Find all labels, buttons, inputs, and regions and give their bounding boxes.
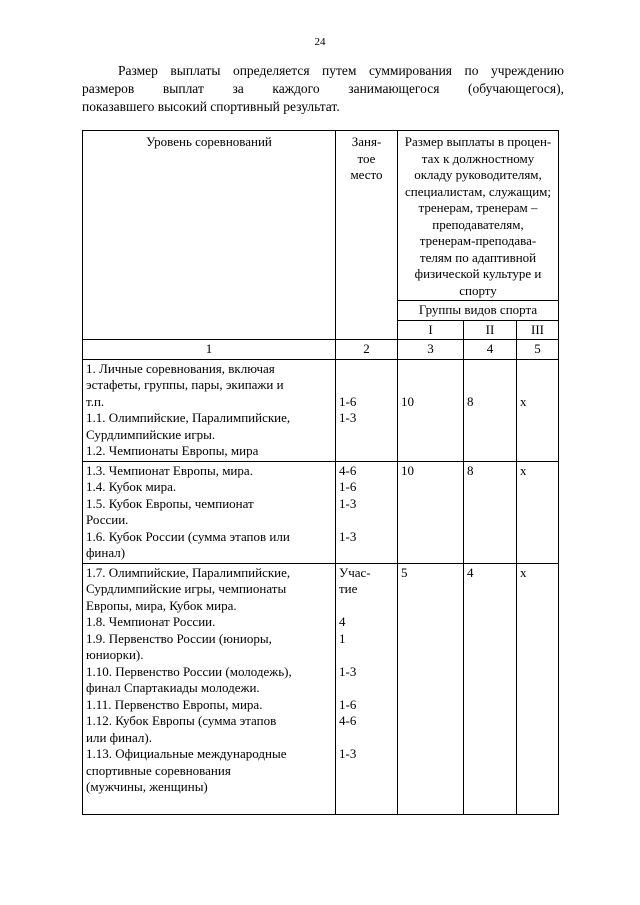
header-group-3: III: [517, 320, 559, 340]
header-group-2: II: [464, 320, 517, 340]
row1-group1: 10: [398, 359, 464, 461]
row1-level: 1. Личные соревнования, включая эстафеты, группы, пары, экипажи и т.п. 1.1. Олимпийские, Паралимпийские, Сурдлимпийские игры. 1.2. Чемпионаты Европы, мира: [83, 359, 336, 461]
table-row: [83, 461, 559, 563]
header-place: Заня- тое место: [336, 131, 398, 340]
row1-place: 1-6 1-3: [336, 359, 398, 461]
column-numbers-row: [83, 340, 559, 360]
intro-line-3: показавшего высокий спортивный результат.: [82, 99, 340, 114]
header-group-1: I: [398, 320, 464, 340]
intro-line-2: размеров выплат за каждого занимающегося (обучающегося),: [82, 81, 564, 96]
header-payment: Размер выплаты в процен- тах к должностному окладу руководителям, специалистам, служащим; тренерам, тренерам – преподавателям, тренерам-преподава- телям по адаптивной физической культуре и спорту: [398, 131, 559, 301]
page-number: 24: [314, 36, 326, 48]
intro-line-1: Размер выплаты определяется путем суммирования по учреждению: [118, 63, 564, 78]
row3-group1: 5: [398, 563, 464, 814]
row1-group3: x: [517, 359, 559, 461]
header-level: Уровень соревнований: [83, 131, 336, 340]
row3-group3: x: [517, 563, 559, 814]
row1-group2: 8: [464, 359, 517, 461]
row2-group2: 8: [464, 461, 517, 563]
row2-group1: 10: [398, 461, 464, 563]
table-row: [83, 563, 559, 814]
col-number-4: 4: [464, 340, 517, 360]
intro-paragraph: [82, 62, 564, 116]
row2-group3: x: [517, 461, 559, 563]
row2-level: 1.3. Чемпионат Европы, мира. 1.4. Кубок мира. 1.5. Кубок Европы, чемпионат России. 1.6. Кубок России (сумма этапов или финал): [83, 461, 336, 563]
row3-level: 1.7. Олимпийские, Паралимпийские, Сурдлимпийские игры, чемпионаты Европы, мира, Кубок мира. 1.8. Чемпионат России. 1.9. Первенство России (юниоры, юниорки). 1.10. Первенство России (молодежь), финал Спартакиады молодежи. 1.11. Первенство Европы, мира. 1.12. Кубок Европы (сумма этапов или финал). 1.13. Официальные международные спортивные соревнования (мужчины, женщины): [83, 563, 336, 814]
header-groups: Группы видов спорта: [398, 301, 559, 321]
row3-group2: 4: [464, 563, 517, 814]
col-number-2: 2: [336, 340, 398, 360]
row2-place: 4-6 1-6 1-3 1-3: [336, 461, 398, 563]
table-row: [83, 359, 559, 461]
col-number-5: 5: [517, 340, 559, 360]
col-number-3: 3: [398, 340, 464, 360]
payment-table: [82, 130, 559, 815]
row3-place: Учас- тие 4 1 1-3 1-6 4-6 1-3: [336, 563, 398, 814]
table-header-row: [83, 131, 559, 301]
col-number-1: 1: [83, 340, 336, 360]
